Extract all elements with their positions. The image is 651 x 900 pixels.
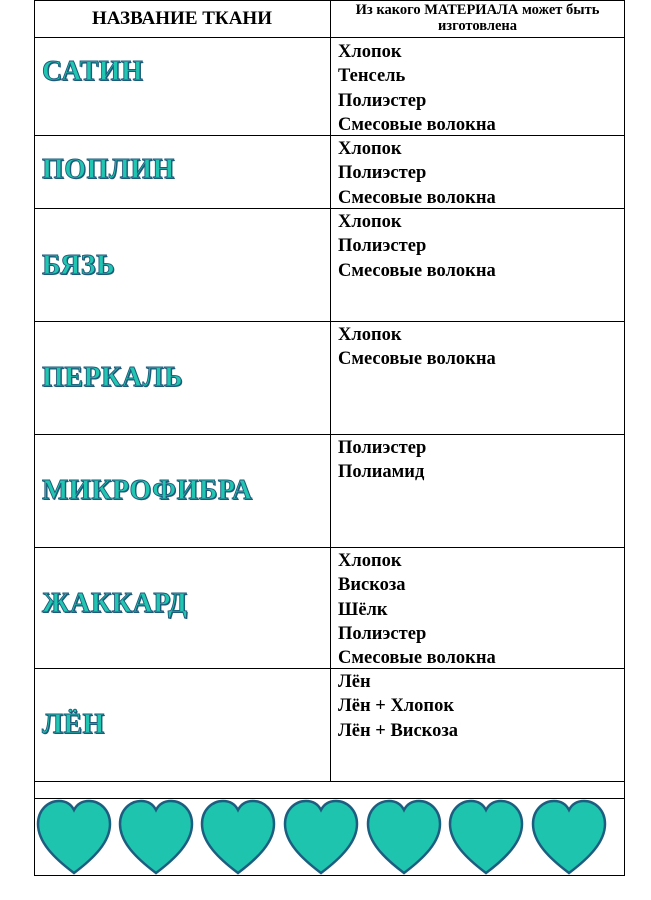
heart-icon [202,801,274,873]
heart-icon [38,801,110,873]
material-item: Смесовые волокна [338,187,496,208]
material-item: Смесовые волокна [338,114,496,135]
fabric-name-microfiber: МИКРОФИБРА [42,475,253,506]
heart-icon [285,801,357,873]
material-item: Полиамид [338,462,425,483]
heart-icon [533,801,605,873]
materials-percale [338,323,496,372]
header-fabric-name: НАЗВАНИЕ ТКАНИ [92,7,272,29]
material-item: Полиэстер [338,163,427,184]
header-materials: Из какого МАТЕРИАЛА может быть изготовлена [355,2,600,34]
material-item: Хлопок [338,139,402,159]
material-item: Лён + Хлопок [338,696,455,717]
material-item: Смесовые волокна [338,260,496,281]
material-item: Хлопок [338,325,402,345]
fabric-table [34,0,625,876]
fabric-name-poplin: ПОПЛИН [42,154,175,185]
fabric-name-byaz: БЯЗЬ [42,250,116,281]
material-item: Хлопок [338,42,402,62]
materials-jacquard [338,549,496,670]
materials-linen [338,670,458,743]
material-item: Тенсель [338,66,406,87]
material-item: Хлопок [338,212,402,232]
material-item: Смесовые волокна [338,349,496,370]
material-item: Полиэстер [338,90,427,111]
material-item: Хлопок [338,551,402,571]
material-item: Вискоза [338,575,406,596]
materials-satin [338,40,496,137]
heart-icon [450,801,522,873]
fabric-name-satin: САТИН [42,56,144,87]
materials-microfiber [338,436,426,485]
fabric-name-linen: ЛЁН [42,709,105,740]
material-item: Смесовые волокна [338,648,496,669]
fabric-name-jacquard: ЖАККАРД [42,588,188,619]
materials-byaz [338,210,496,283]
material-item: Полиэстер [338,438,427,458]
material-item: Полиэстер [338,236,427,257]
material-item: Полиэстер [338,623,427,644]
heart-icon [120,801,192,873]
heart-icon [368,801,440,873]
fabric-name-percale: ПЕРКАЛЬ [42,362,183,393]
material-item: Лён + Вискоза [338,720,459,741]
material-item: Лён [338,672,371,692]
hearts-decoration [34,798,625,876]
materials-poplin [338,137,496,210]
material-item: Шёлк [338,599,388,620]
